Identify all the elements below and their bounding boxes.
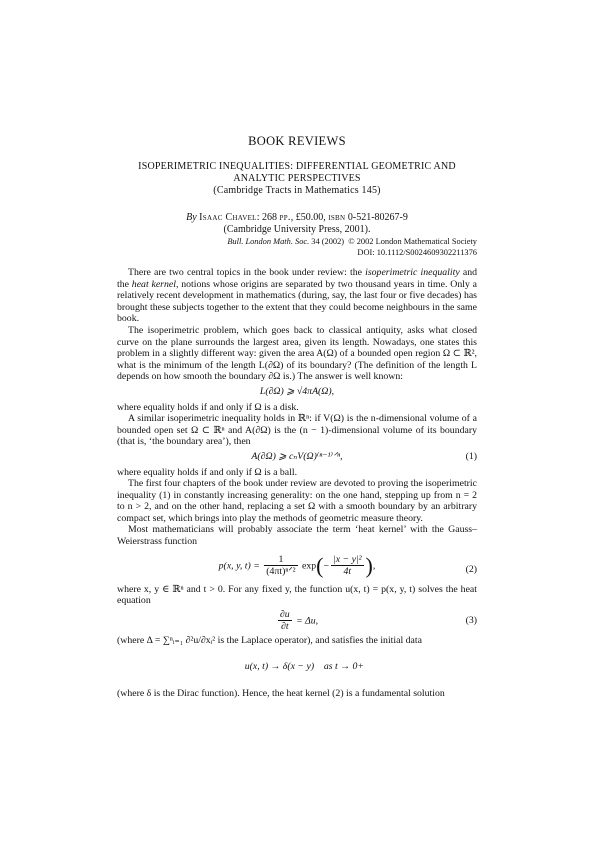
equation-2: p(x, y, t) = $\frac{1}{\text{(4πt)ⁿᐟ²}}$ exp(− $\frac{\text{|x − y|²}}{4t}$ ), (2) <box>218 552 477 578</box>
equation-1-number: (1) <box>465 450 477 462</box>
byline-by: By <box>186 212 197 223</box>
section-title: BOOK REVIEWS <box>248 134 346 148</box>
equation-2-fraction-num: 1 <box>264 554 297 566</box>
p1-text-b: and the <box>117 267 477 290</box>
equation-2-close-paren: ) <box>365 552 373 578</box>
equation-1 <box>117 451 477 463</box>
page <box>117 0 477 842</box>
equation-3-number: (3) <box>465 614 477 626</box>
p1-emphasis-heat-kernel: heat kernel <box>131 278 176 290</box>
paragraph-5: where equality holds if and only if Ω is a ball. <box>117 466 298 478</box>
equation-3-fraction-num: ∂u <box>279 608 290 620</box>
equation-2-number: (2) <box>465 563 477 575</box>
equation-3 <box>117 609 477 633</box>
equation-4 <box>117 649 477 684</box>
equation-2-fraction <box>264 554 297 578</box>
equation-3-rhs: = Δu, <box>296 615 319 627</box>
equation-2-inner-fraction <box>331 554 364 578</box>
equation-2-exp: exp <box>302 559 317 571</box>
equation-2-lhs: p(x, y, t) = <box>218 559 260 571</box>
book-title-line-2: ANALYTIC PERSPECTIVES <box>233 173 361 184</box>
paragraph-9: (where Δ = ∑ⁿᵢ₌₁ ∂²u/∂xᵢ² is the Laplace operator), and satisfies the initial data <box>117 634 422 646</box>
paragraph-10: (where δ is the Dirac function). Hence, the heat kernel (2) is a fundamental solution <box>117 688 445 700</box>
equation-2-inner-den: 4t <box>343 565 352 577</box>
paragraph-8: where x, y ∈ ℝⁿ and t > 0. For any fixed y, the function u(x, t) = p(x, y, t) solves the heat equation <box>117 583 477 607</box>
publication-info <box>117 236 477 258</box>
publisher: (Cambridge University Press, 2001). <box>223 223 371 235</box>
equation-isoperimetric-text: L(∂Ω) ⩾ √4πA(Ω), <box>259 385 335 397</box>
isbn-label: isbn <box>328 212 346 223</box>
equation-2-open-paren: ( <box>316 552 324 578</box>
byline-pp: pp. <box>279 212 291 223</box>
isbn-value: 0-521-80267-9 <box>345 212 408 223</box>
byline <box>117 212 477 235</box>
equation-1-text: A(∂Ω) ⩾ cₙV(Ω)⁽ⁿ⁻¹⁾ᐟⁿ, <box>251 450 343 462</box>
p1-emphasis-isoperimetric: isoperimetric inequality <box>365 267 460 278</box>
p1-text-a: There are two central topics in the book under review: the <box>128 267 366 278</box>
book-title-line-1: ISOPERIMETRIC INEQUALITIES: DIFFERENTIAL GEOMETRIC AND <box>138 161 456 172</box>
equation-2-inner-num: |x − y|² <box>333 553 362 565</box>
book-series: (Cambridge Tracts in Mathematics 145) <box>213 185 381 196</box>
paragraph-2: The isoperimetric problem, which goes back to classical antiquity, asks what closed curve on the plane surrounds the largest area, given its length. Nowadays, one states this problem in a slightly different way: given the area A(Ω) of a bounded open region Ω ⊂ ℝ², what is the minimum of the length L(∂Ω) of its boundary? (The definition of the length L depends on how smooth the boundary ∂Ω is.) The answer is well known: <box>117 324 477 383</box>
doi: DOI: 10.1112/S0024609302211376 <box>357 248 477 257</box>
byline-details: : 268 <box>256 212 280 223</box>
journal-volume: 34 (2002) <box>309 237 345 246</box>
equation-2-fraction-den: (4πt)ⁿᐟ² <box>266 565 296 577</box>
copyright: © 2002 London Mathematical Society <box>348 237 477 246</box>
paragraph-7: Most mathematicians will probably associate the term ‘heat kernel’ with the Gauss–Weierstrass function <box>117 524 477 548</box>
journal-name: Bull. London Math. Soc. <box>227 237 310 246</box>
paragraph-6: The first four chapters of the book under review are devoted to proving the isoperimetric inequality (1) in constantly increasing generality: on the one hand, stepping up from n = 2 to n > 2, and on the other hand, replacing a set Ω with a smooth boundary by an arbitrary compact set, which brings into play the methods of geometric measure theory. <box>117 478 477 524</box>
equation-isoperimetric <box>117 386 477 398</box>
equation-4-text: u(x, t) → δ(x − y) as t → 0+ <box>244 661 364 673</box>
paragraph-3: where equality holds if and only if Ω is a disk. <box>117 401 299 413</box>
paragraph-4: A similar isoperimetric inequality holds in ℝⁿ: if V(Ω) is the n-dimensional volume of a bounded open set Ω ⊂ ℝⁿ and A(∂Ω) is the (n − 1)-dimensional volume of its boundary (that is, ‘the boundary area’), then <box>117 413 477 448</box>
paragraph-1 <box>117 267 477 325</box>
equation-3-fraction <box>278 609 292 633</box>
author-name: Isaac Chavel <box>199 212 257 223</box>
article-body <box>117 267 477 700</box>
byline-price: , £50.00, <box>290 212 329 223</box>
p1-text-c: , notions whose origins are separated by two thousand years in time. Only a relatively recent development in mathematics (during, say, the last four or five decades) has brought these subjects together to the extent that they could become neighbours in the same book. <box>117 278 478 325</box>
book-title <box>117 161 477 197</box>
equation-3-fraction-den: ∂t <box>280 620 289 632</box>
